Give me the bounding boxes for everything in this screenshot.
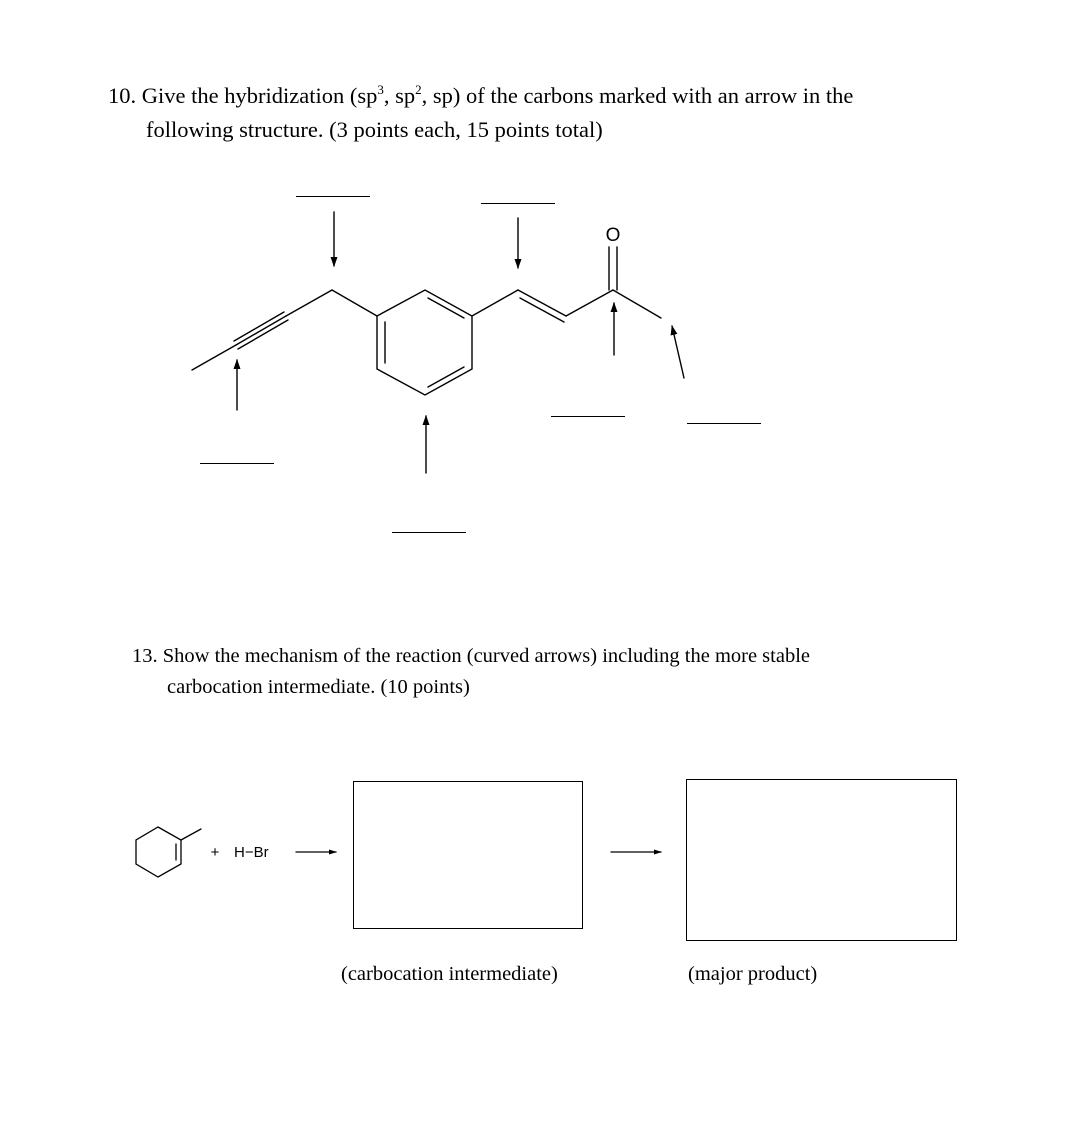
superscript-2: 2 <box>415 82 422 97</box>
question-13-number: 13. <box>132 645 158 667</box>
question-10-number: 10. <box>108 83 137 108</box>
major-product-box[interactable] <box>686 779 957 941</box>
superscript-3: 3 <box>377 82 384 97</box>
question-13-line1: Show the mechanism of the reaction (curved arrows) including the more stable <box>162 645 811 667</box>
question-10-line1-part-c: , sp) of the carbons marked with an arrow in the <box>421 83 854 108</box>
question-10-line1-part-b: , sp <box>383 83 416 108</box>
methyl-substituent-bond <box>181 829 201 840</box>
oxygen-label: O <box>605 225 621 246</box>
cyclohexene-ring <box>136 827 181 877</box>
question-10-line2: following structure. (3 points each, 15 points total) <box>146 117 603 142</box>
caption-major-product: (major product) <box>688 963 818 985</box>
carbocation-intermediate-box[interactable] <box>353 781 583 929</box>
reagent-hbr: H−Br <box>234 844 269 861</box>
question-10-line1-part-a: Give the hybridization (sp <box>141 83 378 108</box>
caption-carbocation-intermediate: (carbocation intermediate) <box>341 963 558 985</box>
plus-sign: + <box>210 844 220 861</box>
question-13-line2: carbocation intermediate. (10 points) <box>167 676 470 698</box>
